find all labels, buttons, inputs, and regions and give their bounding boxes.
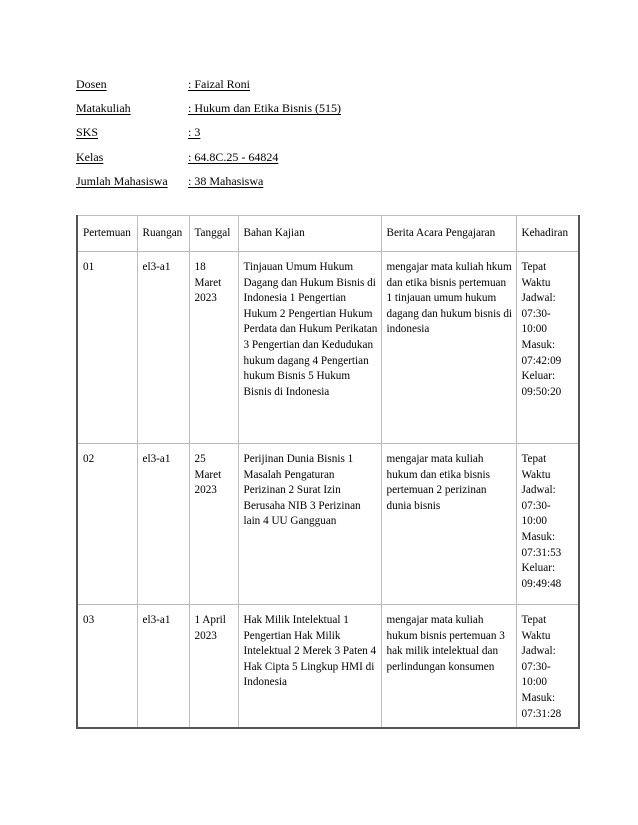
cell-tanggal: 1 April 2023 bbox=[189, 605, 238, 729]
info-row-dosen bbox=[76, 72, 341, 96]
cell-bahan-kajian: Tinjauan Umum Hukum Dagang dan Hukum Bisnis di Indonesia 1 Pengertian Hukum 2 Pengertian Hukum Perdata dan Hukum Perikatan 3 Pengertian dan Kedudukan hukum dagang 4 Pengertian hukum Bisnis 5 Hukum Bisnis di Indonesia bbox=[238, 252, 381, 444]
header-kehadiran: Kehadiran bbox=[516, 216, 579, 252]
cell-pertemuan: 01 bbox=[77, 252, 137, 444]
table-row bbox=[77, 605, 579, 729]
cell-berita-acara: mengajar mata kuliah hkum dan etika bisnis pertemuan 1 tinjauan umum hukum dagang dan hukum bisnis di indonesia bbox=[381, 252, 516, 444]
cell-pertemuan: 03 bbox=[77, 605, 137, 729]
cell-berita-acara: mengajar mata kuliah hukum bisnis pertemuan 3 hak milik intelektual dan perlindungan konsumen bbox=[381, 605, 516, 729]
info-row-kelas bbox=[76, 145, 341, 169]
sks-value: : 3 bbox=[188, 125, 201, 140]
info-row-matakuliah bbox=[76, 96, 341, 120]
dosen-label: Dosen bbox=[76, 77, 107, 91]
attendance-table bbox=[76, 215, 580, 729]
table-header-row bbox=[77, 216, 579, 252]
table-row bbox=[77, 444, 579, 605]
matakuliah-value: : Hukum dan Etika Bisnis (515) bbox=[188, 101, 341, 116]
cell-tanggal: 18 Maret 2023 bbox=[189, 252, 238, 444]
matakuliah-label: Matakuliah bbox=[76, 101, 131, 116]
cell-kehadiran: Tepat Waktu Jadwal: 07:30-10:00 Masuk: 07:42:09 Keluar: 09:50:20 bbox=[516, 252, 579, 444]
dosen-value: : Faizal Roni bbox=[188, 77, 250, 91]
cell-kehadiran: Tepat Waktu Jadwal: 07:30-10:00 Masuk: 07:31:53 Keluar: 09:49:48 bbox=[516, 444, 579, 605]
header-berita-acara: Berita Acara Pengajaran bbox=[381, 216, 516, 252]
header-bahan-kajian: Bahan Kajian bbox=[238, 216, 381, 252]
table-row bbox=[77, 252, 579, 444]
cell-pertemuan: 02 bbox=[77, 444, 137, 605]
cell-kehadiran: Tepat Waktu Jadwal: 07:30-10:00 Masuk: 07:31:28 bbox=[516, 605, 579, 729]
sks-label: SKS bbox=[76, 125, 99, 140]
cell-ruangan: el3-a1 bbox=[137, 444, 189, 605]
cell-tanggal: 25 Maret 2023 bbox=[189, 444, 238, 605]
cell-ruangan: el3-a1 bbox=[137, 252, 189, 444]
header-tanggal: Tanggal bbox=[189, 216, 238, 252]
jumlah-mahasiswa-label: Jumlah Mahasiswa bbox=[76, 173, 168, 188]
cell-bahan-kajian: Hak Milik Intelektual 1 Pengertian Hak Milik Intelektual 2 Merek 3 Paten 4 Hak Cipta 5 Lingkup HMI di Indonesia bbox=[238, 605, 381, 729]
cell-berita-acara: mengajar mata kuliah hukum dan etika bisnis pertemuan 2 perizinan dunia bisnis bbox=[381, 444, 516, 605]
jumlah-mahasiswa-value: : 38 Mahasiswa bbox=[188, 173, 264, 188]
kelas-label: Kelas bbox=[76, 149, 104, 164]
info-row-sks bbox=[76, 120, 341, 144]
header-ruangan: Ruangan bbox=[137, 216, 189, 252]
header-pertemuan: Pertemuan bbox=[77, 216, 137, 252]
kelas-value: : 64.8C.25 - 64824 bbox=[188, 149, 279, 164]
cell-bahan-kajian: Perijinan Dunia Bisnis 1 Masalah Pengaturan Perizinan 2 Surat Izin Berusaha NIB 3 Perizinan lain 4 UU Gangguan bbox=[238, 444, 381, 605]
cell-ruangan: el3-a1 bbox=[137, 605, 189, 729]
course-info bbox=[76, 72, 341, 193]
info-row-jumlah-mahasiswa bbox=[76, 169, 341, 193]
